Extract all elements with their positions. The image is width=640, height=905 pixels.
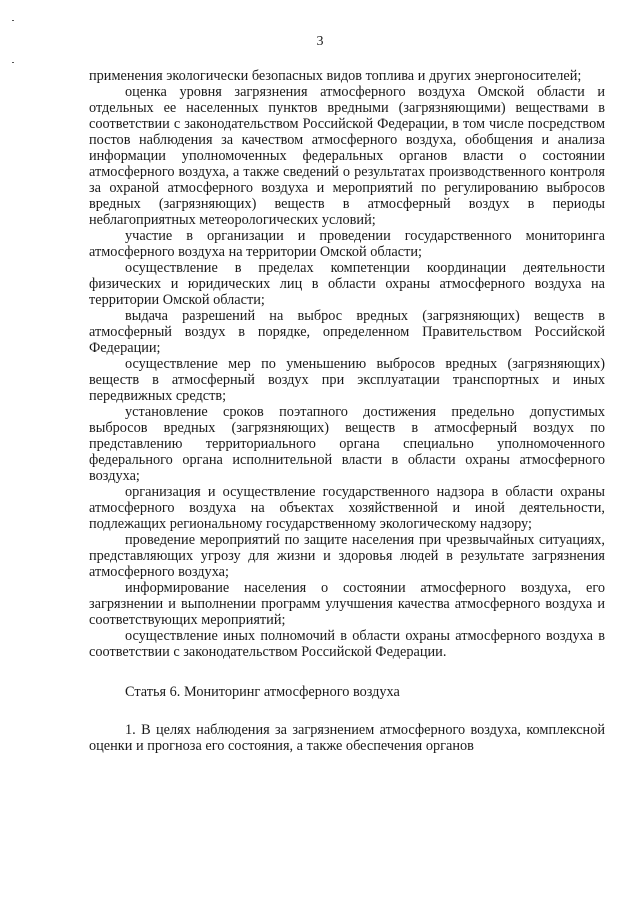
paragraph: организация и осуществление государственного надзора в области охраны атмосферного воздуха на объектах хозяйственной и иной деятельности, подлежащих региональному государственному экологическому надзору; (89, 484, 605, 532)
scan-mark (12, 20, 14, 21)
paragraph: выдача разрешений на выброс вредных (загрязняющих) веществ в атмосферный воздух в порядке, определенном Правительством Российской Федерации; (89, 308, 605, 356)
paragraph: установление сроков поэтапного достижения предельно допустимых выбросов вредных (загрязняющих) веществ в атмосферный воздух по представлению территориального органа специально уполномоченного федерального органа исполнительной власти в области охраны атмосферного воздуха; (89, 404, 605, 484)
section-heading: Статья 6. Мониторинг атмосферного воздуха (125, 684, 400, 700)
paragraph: участие в организации и проведении государственного мониторинга атмосферного воздуха на территории Омской области; (89, 228, 605, 260)
paragraph: осуществление мер по уменьшению выбросов вредных (загрязняющих) веществ в атмосферный воздух при эксплуатации транспортных и иных передвижных средств; (89, 356, 605, 404)
paragraph: применения экологически безопасных видов топлива и других энергоносителей; (89, 68, 582, 84)
section-paragraph: 1. В целях наблюдения за загрязнением атмосферного воздуха, комплексной оценки и прогноза его состояния, а также обеспечения органов (89, 722, 605, 754)
paragraph: осуществление в пределах компетенции координации деятельности физических и юридических лиц в области охраны атмосферного воздуха на территории Омской области; (89, 260, 605, 308)
paragraph: информирование населения о состоянии атмосферного воздуха, его загрязнении и выполнении программ улучшения качества атмосферного воздуха и соответствующих мероприятий; (89, 580, 605, 628)
paragraph: проведение мероприятий по защите населения при чрезвычайных ситуациях, представляющих угрозу для жизни и здоровья людей в результате загрязнения атмосферного воздуха; (89, 532, 605, 580)
scan-mark (12, 62, 14, 63)
page-number: 3 (316, 34, 324, 49)
paragraph: осуществление иных полномочий в области охраны атмосферного воздуха в соответствии с законодательством Российской Федерации. (89, 628, 605, 660)
document-body (89, 68, 605, 754)
paragraph: оценка уровня загрязнения атмосферного воздуха Омской области и отдельных ее населенных пунктов вредными (загрязняющими) веществами в соответствии с законодательством Российской Федерации, в том числе посредством постов наблюдения за качеством атмосферного воздуха, обобщения и анализа информации уполномоченных федеральных органов власти о состоянии атмосферного воздуха, а также сведений о результатах производственного контроля за охраной атмосферного воздуха и мероприятий по регулированию выбросов вредных (загрязняющих) веществ в атмосферный воздух в периоды неблагоприятных метеорологических условий; (89, 84, 605, 228)
